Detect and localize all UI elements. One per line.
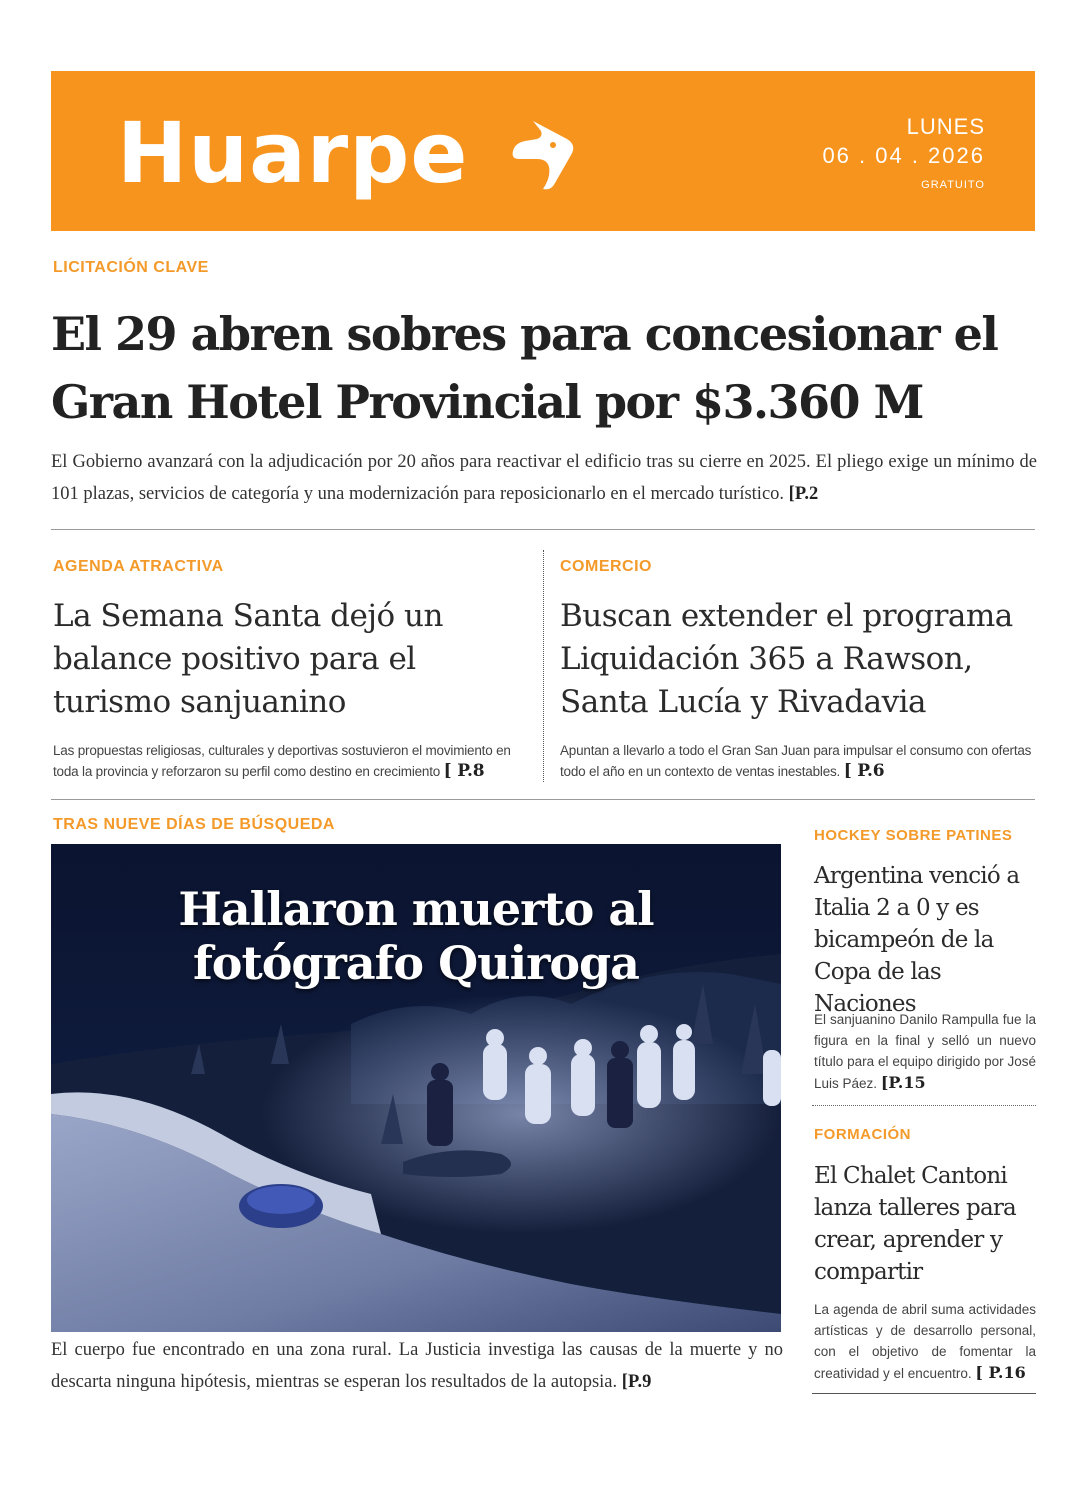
lead-summary-text: El Gobierno avanzará con la adjudicación por 20 años para reactivar el edificio tras su cierre en 2025. El pliego exige un mínimo de 101 plazas, servicios de categoría y una modernización para reposicionarlo en el mercado turístico. <box>51 452 1037 504</box>
lead-headline-line2: Gran Hotel Provincial por $3.360 M <box>51 375 923 429</box>
huarpe-logo[interactable] <box>117 104 587 202</box>
left-story-headline[interactable]: La Semana Santa dejó un balance positivo para el turismo sanjuanino <box>53 598 443 720</box>
llama-logo-icon <box>503 115 583 195</box>
photo-story-image[interactable] <box>51 844 781 1332</box>
sidebar-story1-page-ref[interactable]: [P.15 <box>880 1073 926 1092</box>
lead-page-ref[interactable]: [P.2 <box>788 484 819 504</box>
right-story-page-ref[interactable]: [ P.6 <box>843 761 885 781</box>
photo-story-caption <box>51 1334 783 1398</box>
photo-story-headline-line1: Hallaron muerto al <box>178 882 654 936</box>
column-divider <box>543 550 544 782</box>
sidebar-story1-headline[interactable]: Argentina venció a Italia 2 a 0 y es bicampeón de la Copa de las Naciones <box>814 863 1020 1017</box>
photo-story-headline-line2: fotógrafo Quiroga <box>193 936 639 990</box>
divider <box>51 529 1035 530</box>
sidebar-story1-summary <box>814 1009 1036 1094</box>
logo-wordmark: Huarpe <box>117 104 469 202</box>
lead-headline-line1: El 29 abren sobres para concesionar el <box>51 307 998 361</box>
sidebar-story1-summary-text: El sanjuanino Danilo Rampulla fue la figura en la final y selló un nuevo título para el equipo dirigido por José Luis Páez. <box>814 1012 1036 1091</box>
sidebar-story1-kicker: HOCKEY SOBRE PATINES <box>814 827 1013 844</box>
issue-date-number: 06 . 04 . 2026 <box>822 143 985 168</box>
divider <box>51 799 1035 800</box>
right-story-summary <box>560 740 1036 782</box>
sidebar-bottom-divider <box>812 1393 1036 1394</box>
lead-kicker: LICITACIÓN CLAVE <box>53 259 209 276</box>
left-story-kicker: AGENDA ATRACTIVA <box>53 558 224 575</box>
photo-story-page-ref[interactable]: [P.9 <box>621 1372 652 1392</box>
left-story-summary-text: Las propuestas religiosas, culturales y deportivas sostuvieron el movimiento en toda la provincia y reforzaron su perfil como destino en crecimiento <box>53 743 511 779</box>
masthead <box>51 71 1035 231</box>
sidebar-story2-summary <box>814 1299 1036 1384</box>
right-story-summary-text: Apuntan a llevarlo a todo el Gran San Juan para impulsar el consumo con ofertas todo el año en un contexto de ventas inestables. <box>560 743 1032 779</box>
sidebar-story2-summary-text: La agenda de abril suma actividades artísticas y de desarrollo personal, con el objetivo de fomentar la creatividad y el encuentro. <box>814 1302 1036 1381</box>
right-story-kicker: COMERCIO <box>560 558 652 575</box>
photo-story-caption-text: El cuerpo fue encontrado en una zona rural. La Justicia investiga las causas de la muerte y no descarta ninguna hipótesis, mientras se esperan los resultados de la autopsia. <box>51 1340 783 1392</box>
photo-story-kicker: TRAS NUEVE DÍAS DE BÚSQUEDA <box>53 816 335 833</box>
left-story-summary <box>53 740 531 782</box>
right-story-headline[interactable]: Buscan extender el programa Liquidación 365 a Rawson, Santa Lucía y Rivadavia <box>560 598 1013 720</box>
sidebar-story2-headline[interactable]: El Chalet Cantoni lanza talleres para crear, aprender y compartir <box>814 1163 1016 1285</box>
left-story-page-ref[interactable]: [ P.8 <box>443 761 485 781</box>
issue-date <box>822 113 985 195</box>
photo-story-headline[interactable] <box>51 882 781 990</box>
sidebar-divider <box>812 1105 1036 1106</box>
sidebar-story2-page-ref[interactable]: [ P.16 <box>975 1363 1026 1382</box>
lead-summary <box>51 446 1037 510</box>
lead-headline[interactable] <box>51 300 1041 436</box>
sidebar-story2-kicker: FORMACIÓN <box>814 1126 911 1143</box>
issue-day: LUNES <box>906 114 985 139</box>
issue-price: GRATUITO <box>921 179 985 191</box>
